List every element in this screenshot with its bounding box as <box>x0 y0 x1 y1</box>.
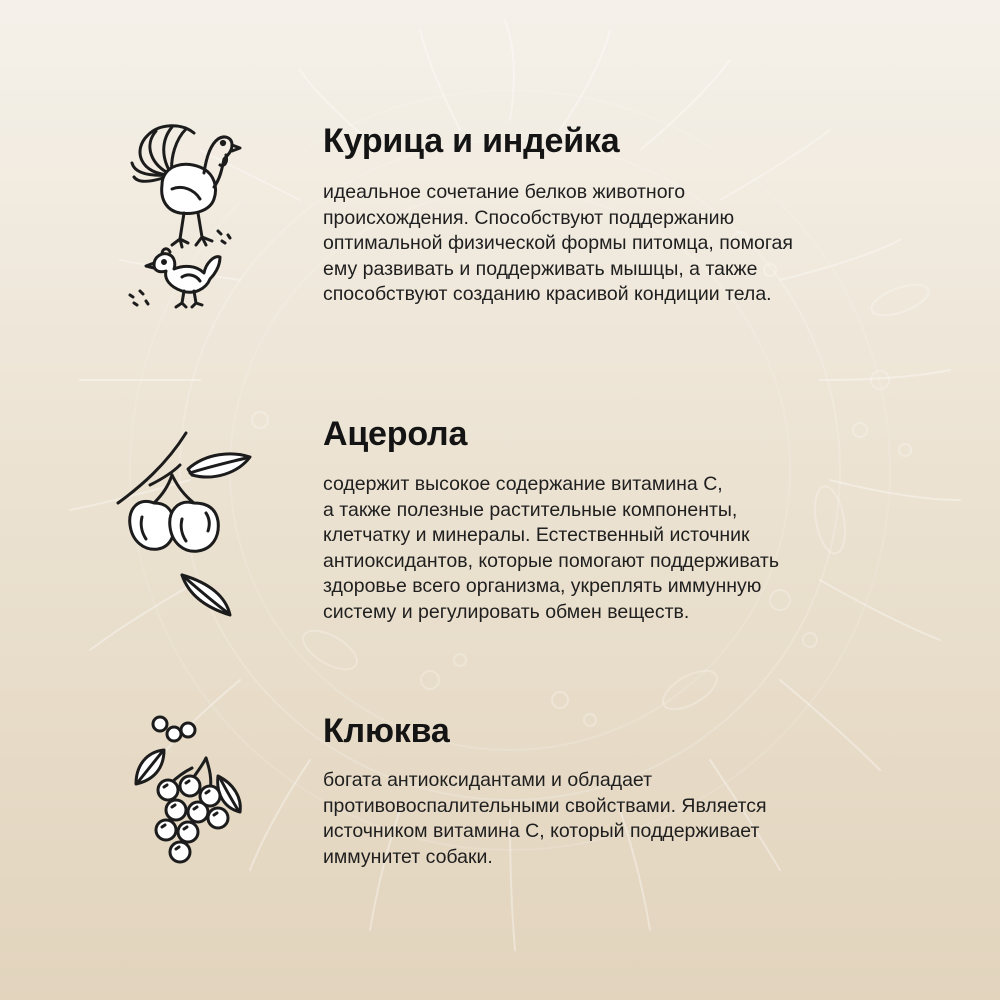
cranberry-icon <box>110 712 260 872</box>
turkey-and-chicken-icon <box>110 115 260 315</box>
ingredient-title: Ацерола <box>323 415 468 453</box>
acerola-cherry-icon <box>110 425 260 625</box>
ingredient-description: содержит высокое содержание витамина С, а также полезные растительные компоненты, клетчатку и минералы. Естественный источник антиоксидантов, которые помогают поддерживать здоровье всего организма, укреплять иммунную систему и регулировать обмен веществ. <box>323 473 780 623</box>
ingredient-title: Клюква <box>323 712 450 750</box>
ingredient-title: Курица и индейка <box>323 122 620 160</box>
ingredient-description: идеальное сочетание белков животного происхождения. Способствуют поддержанию оптимальной физической формы питомца, помогая ему развивать и поддерживать мышцы, а также способствуют созданию красивой кондиции тела. <box>323 181 793 305</box>
ingredient-description: богата антиоксидантами и обладает противовоспалительными свойствами. Является источником витамина С, который поддерживает иммунитет собаки. <box>323 769 767 868</box>
